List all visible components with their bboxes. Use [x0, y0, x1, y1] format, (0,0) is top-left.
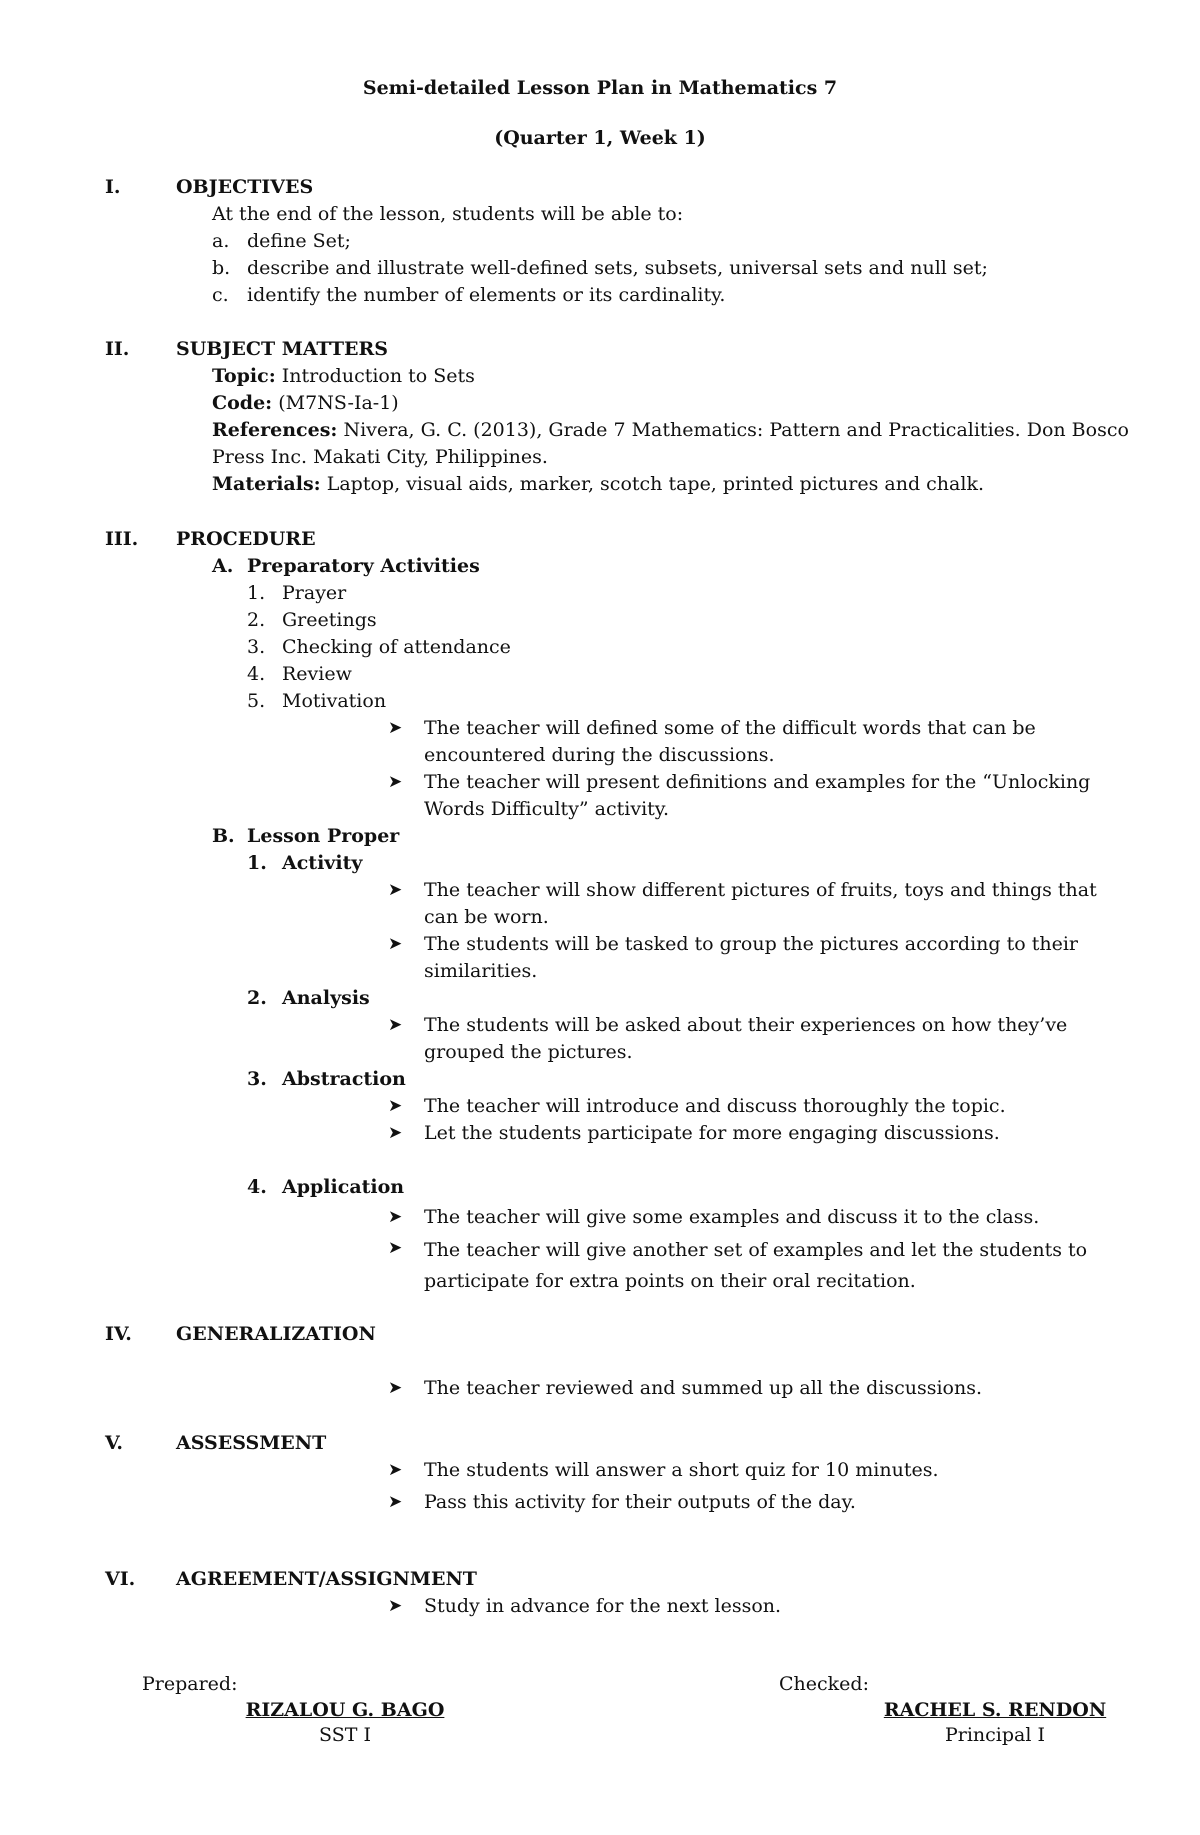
arrowhead-bullet-icon: ➤: [388, 1207, 403, 1227]
subsection-marker: A.: [212, 555, 234, 577]
arrowhead-bullet-icon: ➤: [388, 718, 403, 738]
objectives-intro: At the end of the lesson, students will be able to:: [212, 203, 684, 225]
motivation-bullet: The teacher will present definitions and examples for the “Unlocking Words Difficulty” activity.: [424, 771, 1091, 820]
materials-line: [212, 471, 984, 498]
arrowhead-bullet-icon: ➤: [388, 1378, 403, 1398]
checker-position: Principal I: [944, 1724, 1045, 1746]
subsection-marker: B.: [212, 825, 235, 847]
abstraction-bullet: The teacher will introduce and discuss thoroughly the topic.: [424, 1095, 1006, 1117]
assessment-bullet: Pass this activity for their outputs of the day.: [424, 1491, 856, 1513]
prepared-label: Prepared:: [142, 1673, 238, 1695]
section-heading-agreement: AGREEMENT/ASSIGNMENT: [176, 1568, 477, 1590]
references-continuation: Press Inc. Makati City, Philippines.: [212, 446, 548, 468]
arrowhead-bullet-icon: ➤: [388, 1238, 403, 1258]
materials-value: Laptop, visual aids, marker, scotch tape, printed pictures and chalk.: [326, 473, 984, 495]
step-heading-application: Application: [282, 1176, 405, 1198]
arrowhead-bullet-icon: ➤: [388, 1460, 403, 1480]
list-marker: 4.: [247, 1176, 267, 1198]
preparatory-item: Motivation: [282, 690, 387, 712]
section-numeral: III.: [105, 528, 139, 550]
document-subtitle: (Quarter 1, Week 1): [494, 127, 706, 149]
list-marker: b.: [212, 257, 231, 279]
code-value: (M7NS-Ia-1): [278, 392, 399, 414]
subsection-heading-preparatory: Preparatory Activities: [247, 555, 480, 577]
topic-value: Introduction to Sets: [281, 365, 475, 387]
preparatory-item: Review: [282, 663, 352, 685]
topic-line: [212, 363, 475, 390]
code-line: [212, 390, 399, 417]
section-numeral: I.: [105, 176, 121, 198]
preparatory-item: Checking of attendance: [282, 636, 511, 658]
list-marker: 5.: [247, 690, 266, 712]
arrowhead-bullet-icon: ➤: [388, 880, 403, 900]
objective-item: describe and illustrate well-defined sets, subsets, universal sets and null set;: [247, 257, 988, 279]
subsection-heading-lesson-proper: Lesson Proper: [247, 825, 400, 847]
agreement-bullet: Study in advance for the next lesson.: [424, 1595, 782, 1617]
checker-name: [860, 1697, 1130, 1724]
step-heading-abstraction: Abstraction: [282, 1068, 406, 1090]
preparatory-item: Prayer: [282, 582, 347, 604]
list-marker: a.: [212, 230, 230, 252]
preparer-name-text: RIZALOU G. BAGO: [245, 1699, 445, 1721]
arrowhead-bullet-icon: ➤: [388, 1492, 403, 1512]
section-numeral: VI.: [105, 1568, 136, 1590]
topic-label: Topic:: [212, 365, 276, 387]
section-heading-generalization: GENERALIZATION: [176, 1323, 376, 1345]
list-marker: 1.: [247, 582, 266, 604]
section-numeral: V.: [105, 1432, 124, 1454]
step-heading-activity: Activity: [282, 852, 363, 874]
document-title: Semi-detailed Lesson Plan in Mathematics 7: [362, 77, 838, 99]
section-heading-objectives: OBJECTIVES: [176, 176, 314, 198]
preparer-name: [220, 1697, 470, 1724]
list-marker: 3.: [247, 636, 266, 658]
section-numeral: II.: [105, 338, 130, 360]
references-label: References:: [212, 419, 338, 441]
activity-bullet: The students will be tasked to group the pictures according to their similarities.: [424, 933, 1078, 982]
generalization-bullet: The teacher reviewed and summed up all the discussions.: [424, 1377, 982, 1399]
checker-name-text: RACHEL S. RENDON: [883, 1699, 1107, 1721]
arrowhead-bullet-icon: ➤: [388, 934, 403, 954]
list-marker: 2.: [247, 609, 266, 631]
arrowhead-bullet-icon: ➤: [388, 1015, 403, 1035]
arrowhead-bullet-icon: ➤: [388, 1596, 403, 1616]
references-line: [212, 417, 1129, 444]
checked-label: Checked:: [779, 1673, 869, 1695]
assessment-bullet: The students will answer a short quiz for 10 minutes.: [424, 1459, 939, 1481]
section-heading-procedure: PROCEDURE: [176, 528, 316, 550]
arrowhead-bullet-icon: ➤: [388, 1123, 403, 1143]
section-heading-subject-matters: SUBJECT MATTERS: [176, 338, 389, 360]
section-heading-assessment: ASSESSMENT: [176, 1432, 327, 1454]
list-marker: 2.: [247, 987, 267, 1009]
objective-item: define Set;: [247, 230, 351, 252]
motivation-bullet: The teacher will defined some of the difficult words that can be encountered during the discussions.: [424, 717, 1036, 766]
materials-label: Materials:: [212, 473, 321, 495]
arrowhead-bullet-icon: ➤: [388, 772, 403, 792]
objective-item: identify the number of elements or its cardinality.: [247, 284, 726, 306]
preparer-position: SST I: [319, 1724, 371, 1746]
preparatory-item: Greetings: [282, 609, 377, 631]
analysis-bullet: The students will be asked about their experiences on how they’ve grouped the pictures.: [424, 1014, 1068, 1063]
step-heading-analysis: Analysis: [282, 987, 370, 1009]
code-label: Code:: [212, 392, 273, 414]
section-numeral: IV.: [105, 1323, 132, 1345]
arrowhead-bullet-icon: ➤: [388, 1096, 403, 1116]
application-bullet: The teacher will give another set of examples and let the students to participate for extra points on their oral recitation.: [424, 1239, 1088, 1292]
list-marker: 4.: [247, 663, 266, 685]
activity-bullet: The teacher will show different pictures of fruits, toys and things that can be worn.: [424, 879, 1097, 928]
list-marker: c.: [212, 284, 229, 306]
application-bullet: The teacher will give some examples and discuss it to the class.: [424, 1206, 1040, 1228]
references-value: Nivera, G. C. (2013), Grade 7 Mathematics: Pattern and Practicalities. Don Bosco: [343, 419, 1129, 441]
list-marker: 3.: [247, 1068, 267, 1090]
list-marker: 1.: [247, 852, 267, 874]
abstraction-bullet: Let the students participate for more engaging discussions.: [424, 1122, 1000, 1144]
